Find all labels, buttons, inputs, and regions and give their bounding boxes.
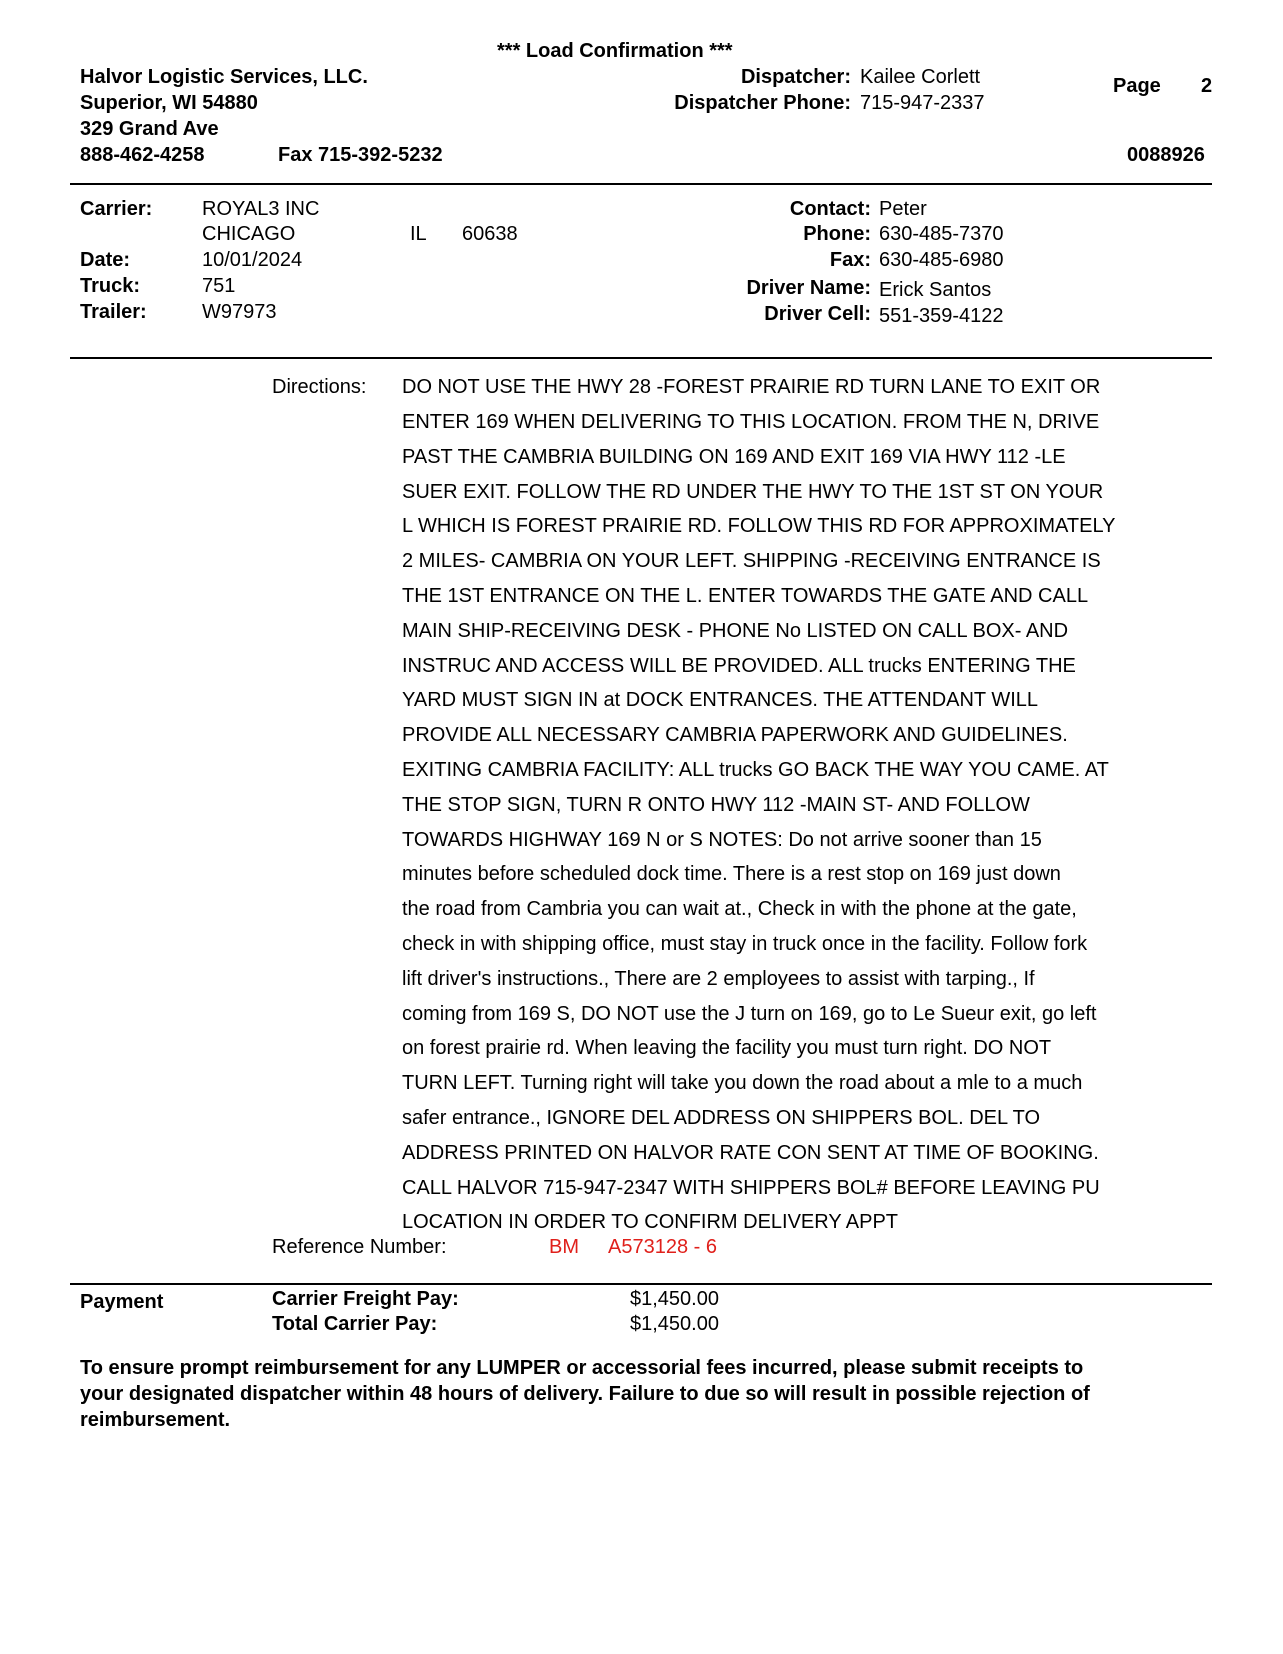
directions-line: the road from Cambria you can wait at., Check in with the phone at the gate,: [402, 898, 1077, 920]
payment-divider: [70, 1283, 1212, 1285]
carrier-label: Carrier:: [80, 198, 153, 220]
reimbursement-notice-line: your designated dispatcher within 48 hours of delivery. Failure to due so will result in possible rejection of: [80, 1383, 1090, 1405]
driver-name: Erick Santos: [879, 279, 992, 301]
directions-line: safer entrance., IGNORE DEL ADDRESS ON SHIPPERS BOL. DEL TO: [402, 1107, 1040, 1129]
company-fax: Fax 715-392-5232: [278, 144, 443, 166]
directions-line: on forest prairie rd. When leaving the facility you must turn right. DO NOT: [402, 1037, 1052, 1059]
directions-line: INSTRUC AND ACCESS WILL BE PROVIDED. ALL trucks ENTERING THE: [402, 655, 1076, 677]
header-divider: [70, 183, 1212, 185]
directions-line: ADDRESS PRINTED ON HALVOR RATE CON SENT AT TIME OF BOOKING.: [402, 1142, 1099, 1164]
phone-label: Phone:: [803, 223, 871, 245]
directions-line: MAIN SHIP-RECEIVING DESK - PHONE No LISTED ON CALL BOX- AND: [402, 620, 1069, 642]
carrier-name: ROYAL3 INC: [202, 198, 320, 220]
reimbursement-notice-line: reimbursement.: [80, 1409, 231, 1431]
directions-line: LOCATION IN ORDER TO CONFIRM DELIVERY APPT: [402, 1211, 899, 1233]
date-label: Date:: [80, 249, 131, 271]
trailer-number: W97973: [202, 301, 277, 323]
total-pay-amount: $1,450.00: [630, 1313, 719, 1335]
dispatcher-label: Dispatcher:: [740, 66, 851, 88]
reference-number: A573128 - 6: [608, 1236, 717, 1258]
company-phone: 888-462-4258: [80, 144, 205, 166]
contact-fax: 630-485-6980: [879, 249, 1004, 271]
directions-line: minutes before scheduled dock time. There is a rest stop on 169 just down: [402, 863, 1061, 885]
freight-pay-amount: $1,450.00: [630, 1288, 719, 1310]
directions-line: CALL HALVOR 715-947-2347 WITH SHIPPERS BOL# BEFORE LEAVING PU: [402, 1177, 1100, 1199]
directions-line: L WHICH IS FOREST PRAIRIE RD. FOLLOW THIS RD FOR APPROXIMATELY: [402, 515, 1116, 537]
directions-line: lift driver's instructions., There are 2 employees to assist with tarping., If: [402, 968, 1035, 990]
dispatcher-phone-label: Dispatcher Phone:: [674, 92, 851, 114]
driver-name-label: Driver Name:: [746, 277, 871, 299]
total-pay-label: Total Carrier Pay:: [272, 1313, 438, 1335]
directions-line: TOWARDS HIGHWAY 169 N or S NOTES: Do not arrive sooner than 15: [402, 829, 1042, 851]
document-title: *** Load Confirmation ***: [497, 40, 733, 62]
reference-type: BM: [549, 1236, 579, 1258]
freight-pay-label: Carrier Freight Pay:: [272, 1288, 459, 1310]
trailer-label: Trailer:: [80, 301, 147, 323]
load-number: 0088926: [1127, 144, 1205, 166]
directions-line: PROVIDE ALL NECESSARY CAMBRIA PAPERWORK AND GUIDELINES.: [402, 724, 1068, 746]
reference-label: Reference Number:: [272, 1236, 447, 1258]
directions-line: ENTER 169 WHEN DELIVERING TO THIS LOCATION. FROM THE N, DRIVE: [402, 411, 1100, 433]
carrier-divider: [70, 357, 1212, 359]
directions-line: THE 1ST ENTRANCE ON THE L. ENTER TOWARDS THE GATE AND CALL: [402, 585, 1089, 607]
reimbursement-notice-line: To ensure prompt reimbursement for any LUMPER or accessorial fees incurred, please submit receipts to: [80, 1357, 1084, 1379]
directions-line: 2 MILES- CAMBRIA ON YOUR LEFT. SHIPPING -RECEIVING ENTRANCE IS: [402, 550, 1101, 572]
carrier-zip: 60638: [462, 223, 518, 245]
contact-phone: 630-485-7370: [879, 223, 1004, 245]
directions-line: TURN LEFT. Turning right will take you down the road about a mle to a much: [402, 1072, 1083, 1094]
dispatcher-phone: 715-947-2337: [860, 92, 985, 114]
driver-cell-label: Driver Cell:: [764, 303, 871, 325]
truck-number: 751: [202, 275, 236, 297]
directions-line: YARD MUST SIGN IN at DOCK ENTRANCES. THE ATTENDANT WILL: [402, 689, 1039, 711]
truck-label: Truck:: [80, 275, 141, 297]
load-date: 10/01/2024: [202, 249, 303, 271]
page-number: 2: [1201, 75, 1213, 97]
contact-label: Contact:: [789, 198, 871, 220]
directions-line: PAST THE CAMBRIA BUILDING ON 169 AND EXIT 169 VIA HWY 112 -LE: [402, 446, 1066, 468]
company-name: Halvor Logistic Services, LLC.: [80, 66, 368, 88]
payment-label: Payment: [80, 1291, 164, 1313]
directions-line: SUER EXIT. FOLLOW THE RD UNDER THE HWY TO THE 1ST ST ON YOUR: [402, 481, 1104, 503]
company-city: Superior, WI 54880: [80, 92, 258, 114]
carrier-city: CHICAGO: [202, 223, 296, 245]
company-street: 329 Grand Ave: [80, 118, 219, 140]
dispatcher-name: Kailee Corlett: [860, 66, 981, 88]
directions-line: THE STOP SIGN, TURN R ONTO HWY 112 -MAIN ST- AND FOLLOW: [402, 794, 1030, 816]
fax-label: Fax:: [829, 249, 871, 271]
page-label: Page: [1113, 75, 1161, 97]
directions-line: coming from 169 S, DO NOT use the J turn on 169, go to Le Sueur exit, go left: [402, 1003, 1097, 1025]
directions-line: DO NOT USE THE HWY 28 -FOREST PRAIRIE RD TURN LANE TO EXIT OR: [402, 376, 1101, 398]
directions-label: Directions:: [272, 376, 367, 398]
directions-line: EXITING CAMBRIA FACILITY: ALL trucks GO BACK THE WAY YOU CAME. AT: [402, 759, 1109, 781]
carrier-state: IL: [410, 223, 427, 245]
driver-cell: 551-359-4122: [879, 305, 1004, 327]
contact-name: Peter: [879, 198, 927, 220]
directions-line: check in with shipping office, must stay in truck once in the facility. Follow fork: [402, 933, 1088, 955]
